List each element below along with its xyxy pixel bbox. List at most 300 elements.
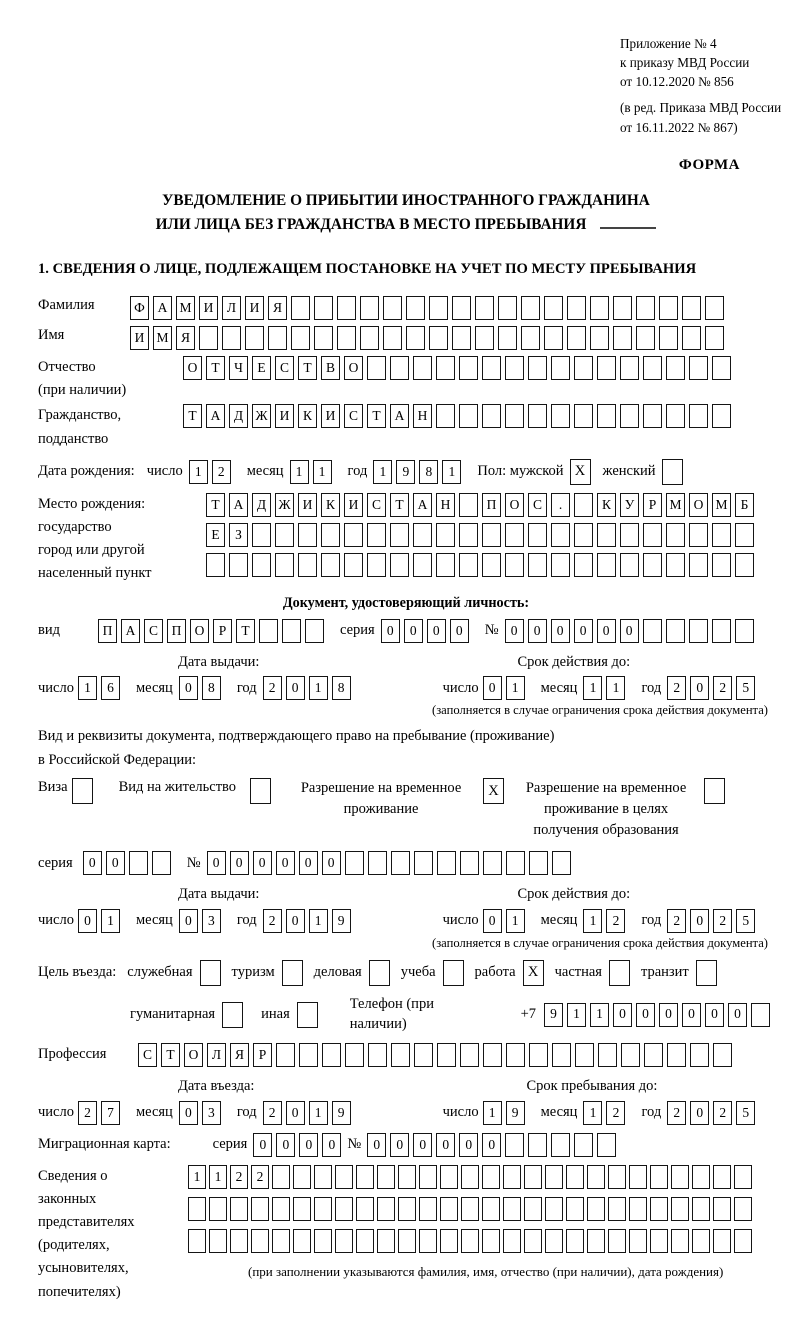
char-cell[interactable] xyxy=(505,1133,524,1157)
char-cell[interactable]: Н xyxy=(413,404,432,428)
char-cell[interactable] xyxy=(360,296,379,320)
char-cell[interactable] xyxy=(461,1197,479,1221)
char-cell[interactable] xyxy=(367,523,386,547)
purpose-chastnaya-checkbox[interactable] xyxy=(609,960,630,986)
char-cell[interactable]: 0 xyxy=(253,851,272,875)
char-cell[interactable] xyxy=(629,1197,647,1221)
char-cell[interactable]: Р xyxy=(253,1043,272,1067)
char-cell[interactable] xyxy=(567,296,586,320)
char-cell[interactable] xyxy=(475,326,494,350)
char-cell[interactable] xyxy=(337,296,356,320)
char-cell[interactable]: 0 xyxy=(597,619,616,643)
char-cell[interactable] xyxy=(483,1043,502,1067)
char-cell[interactable] xyxy=(671,1165,689,1189)
char-cell[interactable]: 2 xyxy=(263,676,282,700)
char-cell[interactable]: Н xyxy=(436,493,455,517)
char-cell[interactable]: 1 xyxy=(583,1101,602,1125)
char-cell[interactable] xyxy=(598,1043,617,1067)
char-cell[interactable]: 6 xyxy=(101,676,120,700)
char-cell[interactable] xyxy=(505,404,524,428)
char-cell[interactable] xyxy=(209,1229,227,1253)
char-cell[interactable] xyxy=(391,851,410,875)
char-cell[interactable]: П xyxy=(482,493,501,517)
char-cell[interactable]: Т xyxy=(367,404,386,428)
char-cell[interactable]: 0 xyxy=(690,676,709,700)
purpose-ucheba-checkbox[interactable] xyxy=(443,960,464,986)
char-cell[interactable] xyxy=(406,296,425,320)
char-cell[interactable] xyxy=(459,356,478,380)
char-cell[interactable]: 2 xyxy=(230,1165,248,1189)
char-cell[interactable] xyxy=(299,1043,318,1067)
char-cell[interactable]: 1 xyxy=(567,1003,586,1027)
char-cell[interactable]: 0 xyxy=(179,909,198,933)
char-cell[interactable] xyxy=(705,326,724,350)
char-cell[interactable] xyxy=(692,1197,710,1221)
char-cell[interactable]: Т xyxy=(236,619,255,643)
char-cell[interactable]: Ф xyxy=(130,296,149,320)
char-cell[interactable]: Т xyxy=(161,1043,180,1067)
residence-permit-checkbox[interactable] xyxy=(250,778,271,804)
char-cell[interactable]: 1 xyxy=(583,676,602,700)
char-cell[interactable]: К xyxy=(321,493,340,517)
char-cell[interactable] xyxy=(482,356,501,380)
char-cell[interactable] xyxy=(574,1133,593,1157)
char-cell[interactable] xyxy=(705,296,724,320)
char-cell[interactable] xyxy=(356,1229,374,1253)
char-cell[interactable] xyxy=(671,1197,689,1221)
char-cell[interactable] xyxy=(505,553,524,577)
char-cell[interactable] xyxy=(298,553,317,577)
char-cell[interactable] xyxy=(692,1229,710,1253)
char-cell[interactable] xyxy=(712,356,731,380)
char-cell[interactable]: 1 xyxy=(188,1165,206,1189)
char-cell[interactable]: 1 xyxy=(583,909,602,933)
char-cell[interactable] xyxy=(419,1165,437,1189)
char-cell[interactable] xyxy=(188,1229,206,1253)
char-cell[interactable]: 0 xyxy=(436,1133,455,1157)
char-cell[interactable]: Т xyxy=(298,356,317,380)
char-cell[interactable]: 0 xyxy=(286,1101,305,1125)
purpose-inaya-checkbox[interactable] xyxy=(297,1002,318,1028)
char-cell[interactable]: 0 xyxy=(367,1133,386,1157)
char-cell[interactable]: 9 xyxy=(332,1101,351,1125)
char-cell[interactable] xyxy=(335,1165,353,1189)
char-cell[interactable]: И xyxy=(344,493,363,517)
purpose-gumanitarnaya-checkbox[interactable] xyxy=(222,1002,243,1028)
char-cell[interactable]: 1 xyxy=(313,460,332,484)
char-cell[interactable]: А xyxy=(229,493,248,517)
char-cell[interactable] xyxy=(335,1197,353,1221)
char-cell[interactable]: 0 xyxy=(482,1133,501,1157)
char-cell[interactable]: С xyxy=(528,493,547,517)
purpose-delovaya-checkbox[interactable] xyxy=(369,960,390,986)
char-cell[interactable] xyxy=(506,1043,525,1067)
char-cell[interactable] xyxy=(613,326,632,350)
char-cell[interactable]: 0 xyxy=(404,619,423,643)
char-cell[interactable] xyxy=(735,523,754,547)
char-cell[interactable] xyxy=(666,356,685,380)
char-cell[interactable] xyxy=(574,553,593,577)
char-cell[interactable] xyxy=(414,1043,433,1067)
char-cell[interactable]: 0 xyxy=(528,619,547,643)
char-cell[interactable] xyxy=(659,296,678,320)
char-cell[interactable] xyxy=(587,1197,605,1221)
char-cell[interactable] xyxy=(734,1229,752,1253)
purpose-turizm-checkbox[interactable] xyxy=(282,960,303,986)
char-cell[interactable] xyxy=(712,553,731,577)
char-cell[interactable]: 1 xyxy=(209,1165,227,1189)
char-cell[interactable] xyxy=(689,404,708,428)
char-cell[interactable] xyxy=(503,1165,521,1189)
char-cell[interactable]: 0 xyxy=(253,1133,272,1157)
char-cell[interactable] xyxy=(345,851,364,875)
char-cell[interactable]: Д xyxy=(252,493,271,517)
char-cell[interactable] xyxy=(413,553,432,577)
char-cell[interactable] xyxy=(314,1165,332,1189)
char-cell[interactable]: Р xyxy=(213,619,232,643)
char-cell[interactable]: 5 xyxy=(736,676,755,700)
char-cell[interactable] xyxy=(597,356,616,380)
char-cell[interactable] xyxy=(666,553,685,577)
char-cell[interactable] xyxy=(440,1229,458,1253)
char-cell[interactable]: 1 xyxy=(101,909,120,933)
char-cell[interactable] xyxy=(282,619,301,643)
char-cell[interactable] xyxy=(368,1043,387,1067)
char-cell[interactable]: 2 xyxy=(78,1101,97,1125)
char-cell[interactable]: К xyxy=(597,493,616,517)
char-cell[interactable] xyxy=(459,553,478,577)
char-cell[interactable] xyxy=(521,326,540,350)
char-cell[interactable] xyxy=(209,1197,227,1221)
char-cell[interactable]: 8 xyxy=(419,460,438,484)
char-cell[interactable] xyxy=(452,326,471,350)
char-cell[interactable]: Т xyxy=(390,493,409,517)
char-cell[interactable] xyxy=(475,296,494,320)
char-cell[interactable] xyxy=(666,619,685,643)
char-cell[interactable] xyxy=(667,1043,686,1067)
char-cell[interactable]: В xyxy=(321,356,340,380)
char-cell[interactable] xyxy=(608,1165,626,1189)
char-cell[interactable] xyxy=(529,851,548,875)
char-cell[interactable] xyxy=(259,619,278,643)
char-cell[interactable] xyxy=(251,1229,269,1253)
char-cell[interactable]: 0 xyxy=(276,851,295,875)
char-cell[interactable] xyxy=(735,553,754,577)
char-cell[interactable]: 0 xyxy=(483,909,502,933)
char-cell[interactable] xyxy=(574,356,593,380)
char-cell[interactable]: 0 xyxy=(390,1133,409,1157)
char-cell[interactable] xyxy=(574,523,593,547)
char-cell[interactable]: С xyxy=(144,619,163,643)
char-cell[interactable]: 0 xyxy=(505,619,524,643)
char-cell[interactable]: О xyxy=(505,493,524,517)
char-cell[interactable] xyxy=(188,1197,206,1221)
char-cell[interactable] xyxy=(314,326,333,350)
char-cell[interactable] xyxy=(419,1229,437,1253)
char-cell[interactable]: И xyxy=(275,404,294,428)
char-cell[interactable] xyxy=(643,523,662,547)
char-cell[interactable] xyxy=(566,1229,584,1253)
char-cell[interactable] xyxy=(690,1043,709,1067)
char-cell[interactable] xyxy=(367,553,386,577)
char-cell[interactable]: Я xyxy=(176,326,195,350)
char-cell[interactable]: И xyxy=(130,326,149,350)
char-cell[interactable] xyxy=(528,356,547,380)
char-cell[interactable] xyxy=(498,296,517,320)
char-cell[interactable] xyxy=(305,619,324,643)
char-cell[interactable]: 0 xyxy=(427,619,446,643)
char-cell[interactable]: 0 xyxy=(207,851,226,875)
char-cell[interactable] xyxy=(483,851,502,875)
char-cell[interactable] xyxy=(521,296,540,320)
char-cell[interactable] xyxy=(206,553,225,577)
char-cell[interactable]: 0 xyxy=(230,851,249,875)
char-cell[interactable] xyxy=(689,619,708,643)
char-cell[interactable] xyxy=(356,1165,374,1189)
char-cell[interactable] xyxy=(597,404,616,428)
char-cell[interactable]: 2 xyxy=(606,1101,625,1125)
char-cell[interactable]: А xyxy=(206,404,225,428)
char-cell[interactable] xyxy=(459,523,478,547)
char-cell[interactable]: О xyxy=(183,356,202,380)
char-cell[interactable]: 0 xyxy=(659,1003,678,1027)
char-cell[interactable] xyxy=(436,356,455,380)
char-cell[interactable]: 0 xyxy=(613,1003,632,1027)
char-cell[interactable] xyxy=(314,296,333,320)
char-cell[interactable]: 0 xyxy=(450,619,469,643)
char-cell[interactable]: 1 xyxy=(309,909,328,933)
visa-checkbox[interactable] xyxy=(72,778,93,804)
char-cell[interactable] xyxy=(590,326,609,350)
char-cell[interactable]: М xyxy=(153,326,172,350)
char-cell[interactable]: М xyxy=(666,493,685,517)
char-cell[interactable]: 1 xyxy=(290,460,309,484)
sex-male-checkbox[interactable]: X xyxy=(570,459,591,485)
char-cell[interactable]: 2 xyxy=(667,909,686,933)
char-cell[interactable]: 0 xyxy=(276,1133,295,1157)
char-cell[interactable] xyxy=(322,1043,341,1067)
char-cell[interactable] xyxy=(552,851,571,875)
char-cell[interactable] xyxy=(551,356,570,380)
char-cell[interactable]: Д xyxy=(229,404,248,428)
char-cell[interactable] xyxy=(268,326,287,350)
char-cell[interactable] xyxy=(544,326,563,350)
char-cell[interactable] xyxy=(252,553,271,577)
char-cell[interactable] xyxy=(272,1229,290,1253)
char-cell[interactable] xyxy=(360,326,379,350)
char-cell[interactable]: 5 xyxy=(736,1101,755,1125)
char-cell[interactable]: К xyxy=(298,404,317,428)
char-cell[interactable] xyxy=(712,619,731,643)
char-cell[interactable] xyxy=(650,1197,668,1221)
char-cell[interactable]: 0 xyxy=(322,851,341,875)
char-cell[interactable]: 2 xyxy=(667,1101,686,1125)
char-cell[interactable] xyxy=(229,553,248,577)
char-cell[interactable] xyxy=(713,1197,731,1221)
char-cell[interactable] xyxy=(567,326,586,350)
char-cell[interactable] xyxy=(712,523,731,547)
char-cell[interactable]: А xyxy=(153,296,172,320)
temp-permit-checkbox[interactable]: X xyxy=(483,778,504,804)
char-cell[interactable] xyxy=(643,619,662,643)
char-cell[interactable]: Б xyxy=(735,493,754,517)
char-cell[interactable]: 3 xyxy=(202,909,221,933)
char-cell[interactable]: 0 xyxy=(286,676,305,700)
char-cell[interactable] xyxy=(436,523,455,547)
char-cell[interactable] xyxy=(529,1043,548,1067)
char-cell[interactable] xyxy=(552,1043,571,1067)
char-cell[interactable]: У xyxy=(620,493,639,517)
char-cell[interactable]: М xyxy=(712,493,731,517)
char-cell[interactable] xyxy=(734,1197,752,1221)
char-cell[interactable]: И xyxy=(298,493,317,517)
char-cell[interactable] xyxy=(643,356,662,380)
char-cell[interactable] xyxy=(398,1197,416,1221)
char-cell[interactable]: 8 xyxy=(332,676,351,700)
char-cell[interactable]: 2 xyxy=(263,909,282,933)
char-cell[interactable]: 1 xyxy=(189,460,208,484)
char-cell[interactable] xyxy=(551,523,570,547)
char-cell[interactable] xyxy=(437,851,456,875)
char-cell[interactable]: 0 xyxy=(286,909,305,933)
char-cell[interactable] xyxy=(460,1043,479,1067)
char-cell[interactable] xyxy=(291,326,310,350)
char-cell[interactable] xyxy=(413,523,432,547)
char-cell[interactable] xyxy=(629,1229,647,1253)
char-cell[interactable]: 2 xyxy=(713,1101,732,1125)
purpose-sluzhebnaya-checkbox[interactable] xyxy=(200,960,221,986)
char-cell[interactable] xyxy=(419,1197,437,1221)
char-cell[interactable] xyxy=(545,1197,563,1221)
char-cell[interactable]: . xyxy=(551,493,570,517)
char-cell[interactable]: 0 xyxy=(413,1133,432,1157)
char-cell[interactable] xyxy=(734,1165,752,1189)
char-cell[interactable] xyxy=(377,1197,395,1221)
char-cell[interactable] xyxy=(293,1229,311,1253)
char-cell[interactable] xyxy=(251,1197,269,1221)
char-cell[interactable]: 9 xyxy=(396,460,415,484)
char-cell[interactable] xyxy=(574,493,593,517)
char-cell[interactable] xyxy=(597,523,616,547)
char-cell[interactable] xyxy=(551,553,570,577)
char-cell[interactable]: 0 xyxy=(728,1003,747,1027)
char-cell[interactable] xyxy=(643,553,662,577)
char-cell[interactable]: 0 xyxy=(78,909,97,933)
char-cell[interactable]: 1 xyxy=(590,1003,609,1027)
char-cell[interactable]: О xyxy=(344,356,363,380)
char-cell[interactable]: 0 xyxy=(682,1003,701,1027)
char-cell[interactable] xyxy=(199,326,218,350)
char-cell[interactable]: 1 xyxy=(309,1101,328,1125)
char-cell[interactable] xyxy=(713,1043,732,1067)
char-cell[interactable]: 0 xyxy=(179,676,198,700)
char-cell[interactable]: А xyxy=(390,404,409,428)
char-cell[interactable] xyxy=(368,851,387,875)
char-cell[interactable] xyxy=(275,553,294,577)
char-cell[interactable] xyxy=(566,1197,584,1221)
char-cell[interactable] xyxy=(545,1165,563,1189)
char-cell[interactable] xyxy=(390,553,409,577)
char-cell[interactable] xyxy=(608,1229,626,1253)
char-cell[interactable] xyxy=(440,1197,458,1221)
char-cell[interactable] xyxy=(506,851,525,875)
char-cell[interactable] xyxy=(587,1229,605,1253)
char-cell[interactable]: 0 xyxy=(381,619,400,643)
char-cell[interactable] xyxy=(666,404,685,428)
char-cell[interactable] xyxy=(498,326,517,350)
char-cell[interactable]: С xyxy=(367,493,386,517)
char-cell[interactable] xyxy=(666,523,685,547)
char-cell[interactable]: И xyxy=(321,404,340,428)
char-cell[interactable]: Л xyxy=(222,296,241,320)
char-cell[interactable] xyxy=(293,1197,311,1221)
char-cell[interactable]: А xyxy=(413,493,432,517)
char-cell[interactable] xyxy=(321,553,340,577)
char-cell[interactable] xyxy=(644,1043,663,1067)
char-cell[interactable] xyxy=(377,1229,395,1253)
char-cell[interactable] xyxy=(383,326,402,350)
char-cell[interactable] xyxy=(398,1165,416,1189)
char-cell[interactable]: О xyxy=(689,493,708,517)
char-cell[interactable]: 1 xyxy=(606,676,625,700)
char-cell[interactable] xyxy=(545,1229,563,1253)
char-cell[interactable] xyxy=(344,523,363,547)
char-cell[interactable] xyxy=(482,553,501,577)
char-cell[interactable] xyxy=(222,326,241,350)
char-cell[interactable] xyxy=(345,1043,364,1067)
char-cell[interactable]: 5 xyxy=(736,909,755,933)
char-cell[interactable]: 0 xyxy=(322,1133,341,1157)
char-cell[interactable]: И xyxy=(245,296,264,320)
char-cell[interactable] xyxy=(682,296,701,320)
char-cell[interactable] xyxy=(524,1165,542,1189)
char-cell[interactable] xyxy=(459,404,478,428)
char-cell[interactable] xyxy=(429,326,448,350)
char-cell[interactable] xyxy=(643,404,662,428)
char-cell[interactable] xyxy=(482,1229,500,1253)
char-cell[interactable] xyxy=(459,493,478,517)
char-cell[interactable] xyxy=(344,553,363,577)
char-cell[interactable] xyxy=(461,1165,479,1189)
char-cell[interactable] xyxy=(298,523,317,547)
char-cell[interactable] xyxy=(713,1165,731,1189)
char-cell[interactable]: 0 xyxy=(83,851,102,875)
char-cell[interactable]: 0 xyxy=(179,1101,198,1125)
char-cell[interactable]: 1 xyxy=(309,676,328,700)
char-cell[interactable]: 1 xyxy=(78,676,97,700)
char-cell[interactable]: 1 xyxy=(506,909,525,933)
char-cell[interactable]: О xyxy=(190,619,209,643)
char-cell[interactable]: 1 xyxy=(483,1101,502,1125)
char-cell[interactable] xyxy=(503,1197,521,1221)
char-cell[interactable] xyxy=(636,296,655,320)
char-cell[interactable] xyxy=(390,356,409,380)
char-cell[interactable] xyxy=(621,1043,640,1067)
char-cell[interactable]: 0 xyxy=(551,619,570,643)
char-cell[interactable] xyxy=(587,1165,605,1189)
char-cell[interactable]: 2 xyxy=(263,1101,282,1125)
char-cell[interactable] xyxy=(575,1043,594,1067)
char-cell[interactable] xyxy=(482,1165,500,1189)
char-cell[interactable]: 2 xyxy=(606,909,625,933)
char-cell[interactable] xyxy=(391,1043,410,1067)
char-cell[interactable]: 3 xyxy=(202,1101,221,1125)
char-cell[interactable]: Ж xyxy=(275,493,294,517)
char-cell[interactable]: Т xyxy=(206,356,225,380)
char-cell[interactable]: И xyxy=(199,296,218,320)
char-cell[interactable] xyxy=(482,1197,500,1221)
char-cell[interactable] xyxy=(620,553,639,577)
